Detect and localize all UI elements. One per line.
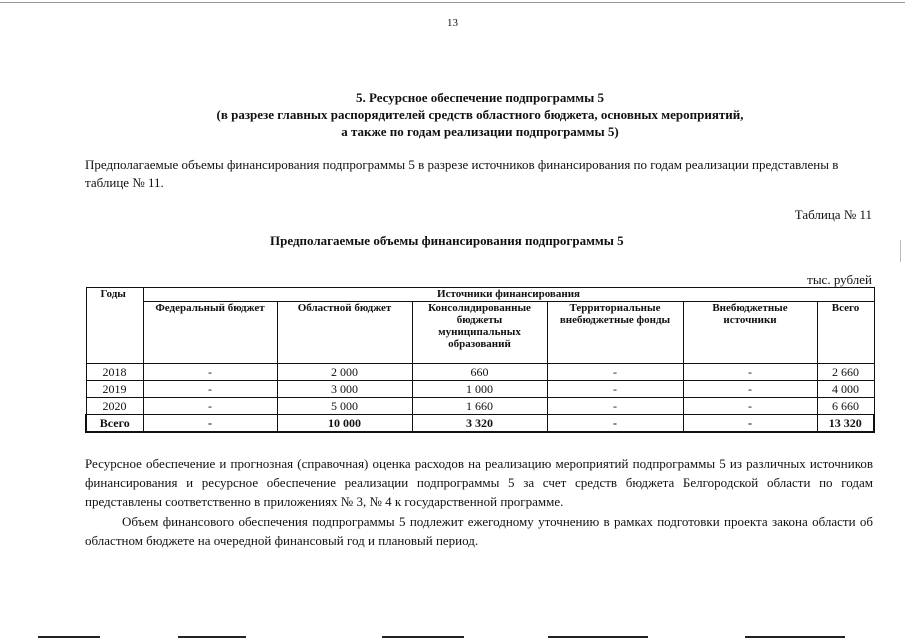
header-years-cont (86, 302, 143, 364)
cell-municipal: 660 (412, 364, 547, 381)
cell-territorial: - (547, 398, 683, 415)
cell-municipal: 1 660 (412, 398, 547, 415)
table-title: Предполагаемые объемы финансирования подпрограммы 5 (270, 233, 624, 248)
cell-total: 13 320 (817, 415, 874, 433)
footer-rule (38, 636, 100, 638)
cell-territorial: - (547, 415, 683, 433)
footer-rule (745, 636, 845, 638)
table-row (86, 364, 874, 381)
cell-federal: - (143, 415, 277, 433)
cell-year: 2020 (86, 398, 143, 415)
cell-extrabudget: - (683, 398, 817, 415)
header-regional: Областной бюджет (277, 302, 412, 364)
cell-total-label: Всего (86, 415, 143, 433)
intro-paragraph: Предполагаемые объемы финансирования подпрограммы 5 в разрезе источников финансирования по годам реализации представлены в таблице № 11. (85, 157, 839, 190)
table-row (86, 398, 874, 415)
header-federal: Федеральный бюджет (143, 302, 277, 364)
cell-federal: - (143, 398, 277, 415)
cell-regional: 2 000 (277, 364, 412, 381)
header-municipal: Консолидированные бюджеты муниципальных образований (412, 302, 547, 364)
heading-line-2: (в разрезе главных распорядителей средств областного бюджета, основных мероприятий, (216, 107, 744, 122)
table-row (86, 381, 874, 398)
table-header-row (86, 288, 874, 302)
table-number-label: Таблица № 11 (794, 207, 872, 222)
paragraph-resources: Ресурсное обеспечение и прогнозная (справочная) оценка расходов на реализацию мероприятий подпрограммы 5 из различных источников финансирования и ресурсное обеспечение реализации подпрограммы 5 за счет средств бюджета Белгородской области по годам представлены соответственно в приложениях № 3, № 4 к государственной программе. (85, 456, 873, 509)
cell-total: 4 000 (817, 381, 874, 398)
cell-regional: 3 000 (277, 381, 412, 398)
cell-total: 6 660 (817, 398, 874, 415)
units-label: тыс. рублей (807, 272, 872, 287)
cell-regional: 5 000 (277, 398, 412, 415)
cell-territorial: - (547, 364, 683, 381)
heading-line-3: а также по годам реализации подпрограммы 5) (341, 124, 619, 139)
table-total-row (86, 415, 874, 433)
header-extrabudget: Внебюджетные источники (683, 302, 817, 364)
header-sources: Источники финансирования (143, 288, 874, 302)
cell-municipal: 1 000 (412, 381, 547, 398)
top-border-line (0, 2, 905, 3)
cell-total: 2 660 (817, 364, 874, 381)
header-total: Всего (817, 302, 874, 364)
scan-edge-mark (900, 240, 901, 262)
paragraph-volume (85, 512, 873, 550)
table-subheader-row (86, 302, 874, 364)
paragraph-volume-text: Объем финансового обеспечения подпрограммы 5 подлежит ежегодному уточнению в рамках подготовки проекта закона области об областном бюджете на очередной финансовый год и плановый период. (85, 514, 873, 548)
header-territorial: Территориальные внебюджетные фонды (547, 302, 683, 364)
footer-rule (548, 636, 648, 638)
cell-year: 2018 (86, 364, 143, 381)
cell-territorial: - (547, 381, 683, 398)
footer-rule (382, 636, 464, 638)
header-years: Годы (86, 288, 143, 302)
cell-extrabudget: - (683, 415, 817, 433)
cell-extrabudget: - (683, 381, 817, 398)
cell-federal: - (143, 364, 277, 381)
cell-regional: 10 000 (277, 415, 412, 433)
cell-federal: - (143, 381, 277, 398)
cell-municipal: 3 320 (412, 415, 547, 433)
page-number: 13 (447, 17, 458, 29)
section-heading (0, 89, 905, 140)
cell-year: 2019 (86, 381, 143, 398)
cell-extrabudget: - (683, 364, 817, 381)
footer-rule (178, 636, 246, 638)
heading-line-1: 5. Ресурсное обеспечение подпрограммы 5 (355, 90, 605, 105)
financing-table (85, 287, 875, 433)
